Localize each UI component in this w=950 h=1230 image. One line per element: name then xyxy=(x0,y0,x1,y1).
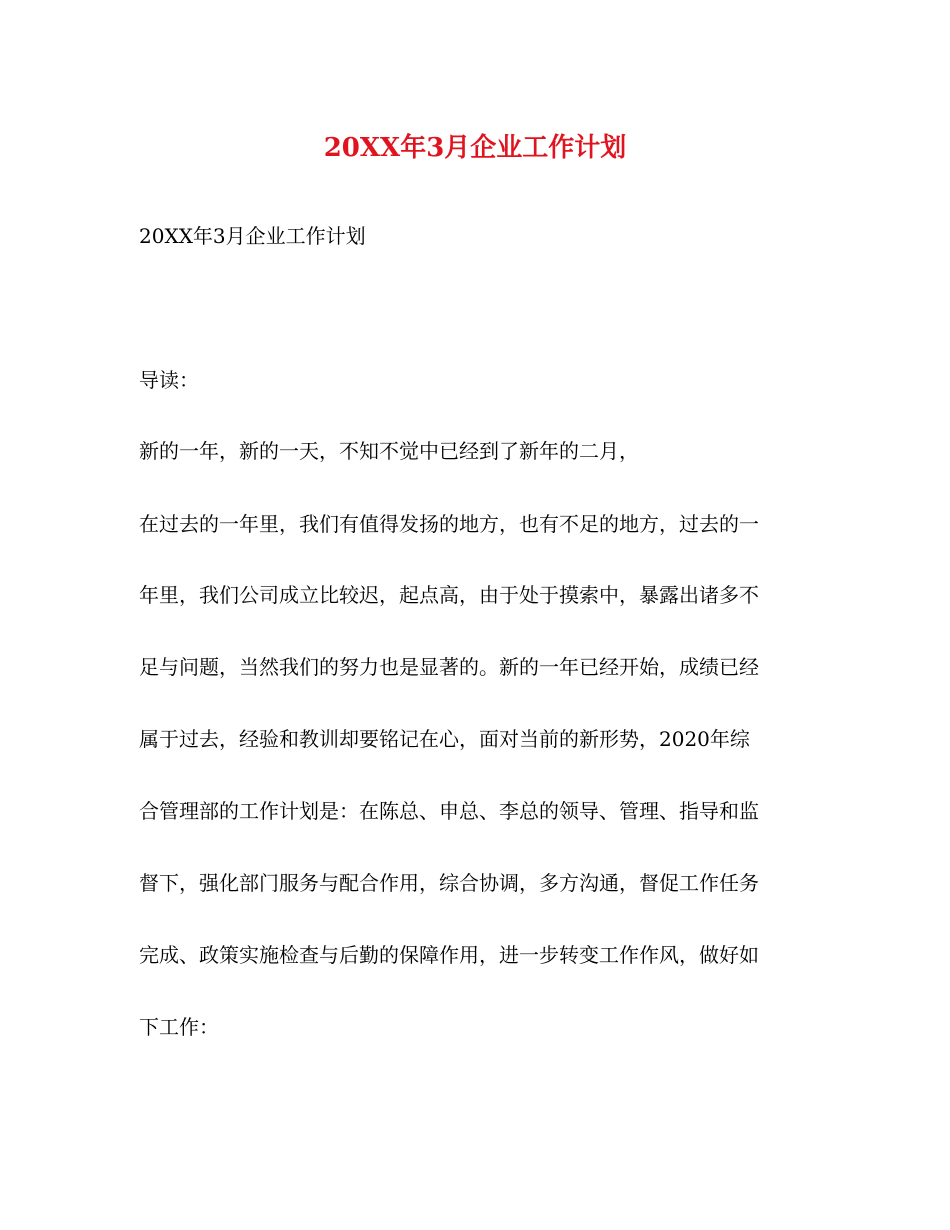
intro-label: 导读： xyxy=(139,368,199,392)
body-text-line: 下工作： xyxy=(139,1015,219,1039)
body-text-line: 足与问题，当然我们的努力也是显著的。新的一年已经开始，成绩已经 xyxy=(139,655,759,679)
body-text-line: 合管理部的工作计划是：在陈总、申总、李总的领导、管理、指导和监 xyxy=(139,799,759,823)
document-title: 20XX年3月企业工作计划 xyxy=(323,133,627,163)
body-text-line: 属于过去，经验和教训却要铭记在心，面对当前的新形势，2020年综 xyxy=(139,727,750,751)
body-text-line: 完成、政策实施检查与后勤的保障作用，进一步转变工作作风，做好如 xyxy=(139,943,759,967)
body-text-line: 新的一年，新的一天，不知不觉中已经到了新年的二月， xyxy=(139,439,639,463)
body-text-line: 督下，强化部门服务与配合作用，综合协调，多方沟通，督促工作任务 xyxy=(139,871,759,895)
body-text-line: 年里，我们公司成立比较迟，起点高，由于处于摸索中，暴露出诸多不 xyxy=(139,583,759,607)
document-subtitle: 20XX年3月企业工作计划 xyxy=(139,224,366,248)
body-text-line: 在过去的一年里，我们有值得发扬的地方，也有不足的地方，过去的一 xyxy=(139,512,759,536)
